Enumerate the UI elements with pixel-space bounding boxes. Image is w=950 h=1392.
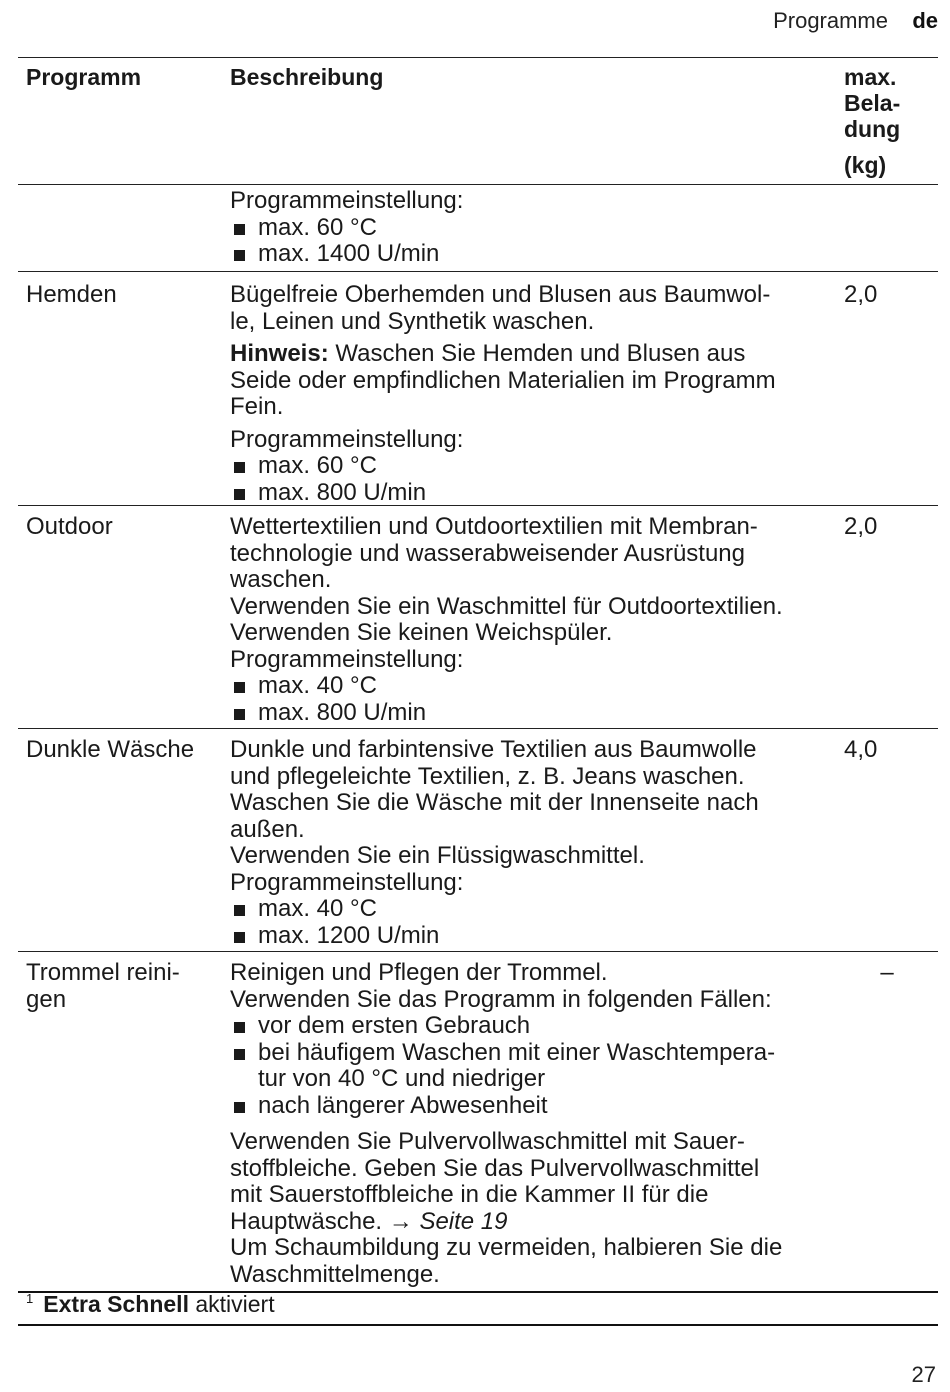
description-line: Um Schaumbildung zu vermeiden, halbieren Sie die xyxy=(230,1234,783,1261)
list-item: max. 800 U/min xyxy=(230,480,830,507)
description-line: und pflegeleichte Textilien, z. B. Jeans waschen. xyxy=(230,762,745,790)
load-header-line: max. xyxy=(844,64,897,90)
section-title: Programme xyxy=(773,8,888,33)
list-item: max. 1200 U/min xyxy=(230,923,830,950)
description-line: Waschen Sie die Wäsche mit der Innenseite nach xyxy=(230,789,759,816)
description-line: mit Sauerstoffbleiche in die Kammer II für die xyxy=(230,1181,709,1208)
settings-list xyxy=(230,673,830,726)
program-name-line: gen xyxy=(26,985,67,1013)
program-name: Outdoor xyxy=(26,513,113,540)
description-line: Verwenden Sie keinen Weichspüler. xyxy=(230,619,613,646)
program-name: Hemden xyxy=(26,281,117,308)
program-description xyxy=(224,185,836,271)
settings-list xyxy=(230,896,830,949)
column-header-load xyxy=(836,58,938,184)
list-item-line: tur von 40 °C und niedriger xyxy=(258,1065,546,1092)
list-item: max. 1400 U/min xyxy=(230,241,830,268)
program-description xyxy=(224,272,836,505)
program-name: Dunkle Wäsche xyxy=(26,736,195,763)
settings-label: Programmeinstellung: xyxy=(230,868,464,896)
note-label: Hinweis: xyxy=(230,340,329,367)
program-load: – xyxy=(880,959,894,986)
program-load xyxy=(836,185,938,271)
footnote xyxy=(18,1289,938,1326)
program-description xyxy=(224,952,836,1291)
program-load: 2,0 xyxy=(844,513,878,540)
table-row xyxy=(18,952,938,1293)
description-line: Verwenden Sie das Programm in folgenden Fällen: xyxy=(230,985,772,1013)
program-load: 2,0 xyxy=(844,281,878,308)
column-header-program: Programm xyxy=(26,64,142,90)
program-name xyxy=(18,185,224,271)
table-header-row xyxy=(18,58,938,185)
settings-label: Programmeinstellung: xyxy=(230,425,464,453)
usage-list xyxy=(230,1013,830,1119)
note-line: Seide oder empfindlichen Materialien im Programm xyxy=(230,366,776,394)
list-item: max. 40 °C xyxy=(230,896,830,923)
description-line: Reinigen und Pflegen der Trommel. xyxy=(230,959,608,986)
program-name xyxy=(18,952,224,1291)
settings-label: Programmeinstellung: xyxy=(230,187,464,214)
footnote-text: aktiviert xyxy=(195,1291,275,1317)
program-load: 4,0 xyxy=(844,736,878,763)
description-line: Wettertextilien und Outdoortextilien mit Membran- xyxy=(230,513,758,540)
list-item: nach längerer Abwesenheit xyxy=(230,1093,830,1120)
settings-list xyxy=(230,453,830,506)
list-item: max. 60 °C xyxy=(230,215,830,242)
load-header-line: dung xyxy=(844,116,901,142)
program-table xyxy=(18,57,938,1293)
description-line: stoffbleiche. Geben Sie das Pulvervollwaschmittel xyxy=(230,1154,760,1182)
description-line: waschen. xyxy=(230,566,332,593)
description-line: Dunkle und farbintensive Textilien aus Baumwolle xyxy=(230,736,757,763)
load-header-line: Bela- xyxy=(844,90,901,116)
program-description xyxy=(224,506,836,728)
settings-label: Programmeinstellung: xyxy=(230,645,464,673)
list-item: max. 800 U/min xyxy=(230,700,830,727)
program-name-line: Trommel reini- xyxy=(26,959,180,986)
description-line: Verwenden Sie ein Waschmittel für Outdoortextilien. xyxy=(230,592,783,620)
table-row xyxy=(18,729,938,952)
description-line: außen. xyxy=(230,815,305,843)
list-item xyxy=(230,1040,830,1093)
description-line: technologie und wasserabweisender Ausrüstung xyxy=(230,539,746,567)
note-text: Waschen Sie Hemden und Blusen aus xyxy=(335,340,746,367)
note-line xyxy=(230,341,830,368)
description-line: le, Leinen und Synthetik waschen. xyxy=(230,307,595,335)
description-text: Hauptwäsche. xyxy=(230,1207,383,1235)
settings-list xyxy=(230,215,830,268)
table-row xyxy=(18,272,938,506)
list-item: max. 60 °C xyxy=(230,453,830,480)
page-reference-link[interactable]: Seite 19 xyxy=(419,1207,508,1235)
list-item-line: bei häufigem Waschen mit einer Waschtempera- xyxy=(258,1038,776,1066)
description-line: Waschmittelmenge. xyxy=(230,1260,440,1288)
note-line: Fein. xyxy=(230,393,284,420)
description-line: Verwenden Sie ein Flüssigwaschmittel. xyxy=(230,842,645,869)
column-header-description: Beschreibung xyxy=(230,64,384,90)
list-item: vor dem ersten Gebrauch xyxy=(230,1013,830,1040)
list-item: max. 40 °C xyxy=(230,673,830,700)
table-row xyxy=(18,185,938,272)
program-description xyxy=(224,729,836,951)
page-number: 27 xyxy=(911,1362,936,1387)
footnote-mark: 1 xyxy=(26,1291,34,1306)
description-line: Bügelfreie Oberhemden und Blusen aus Baumwol- xyxy=(230,281,771,308)
footnote-emphasis: Extra Schnell xyxy=(43,1291,189,1317)
description-line: Verwenden Sie Pulvervollwaschmittel mit Sauer- xyxy=(230,1128,745,1155)
language-tag: de xyxy=(912,8,938,33)
load-header-unit: (kg) xyxy=(844,152,887,178)
arrow-icon: → xyxy=(388,1207,413,1235)
description-line xyxy=(230,1209,830,1236)
table-row xyxy=(18,506,938,729)
